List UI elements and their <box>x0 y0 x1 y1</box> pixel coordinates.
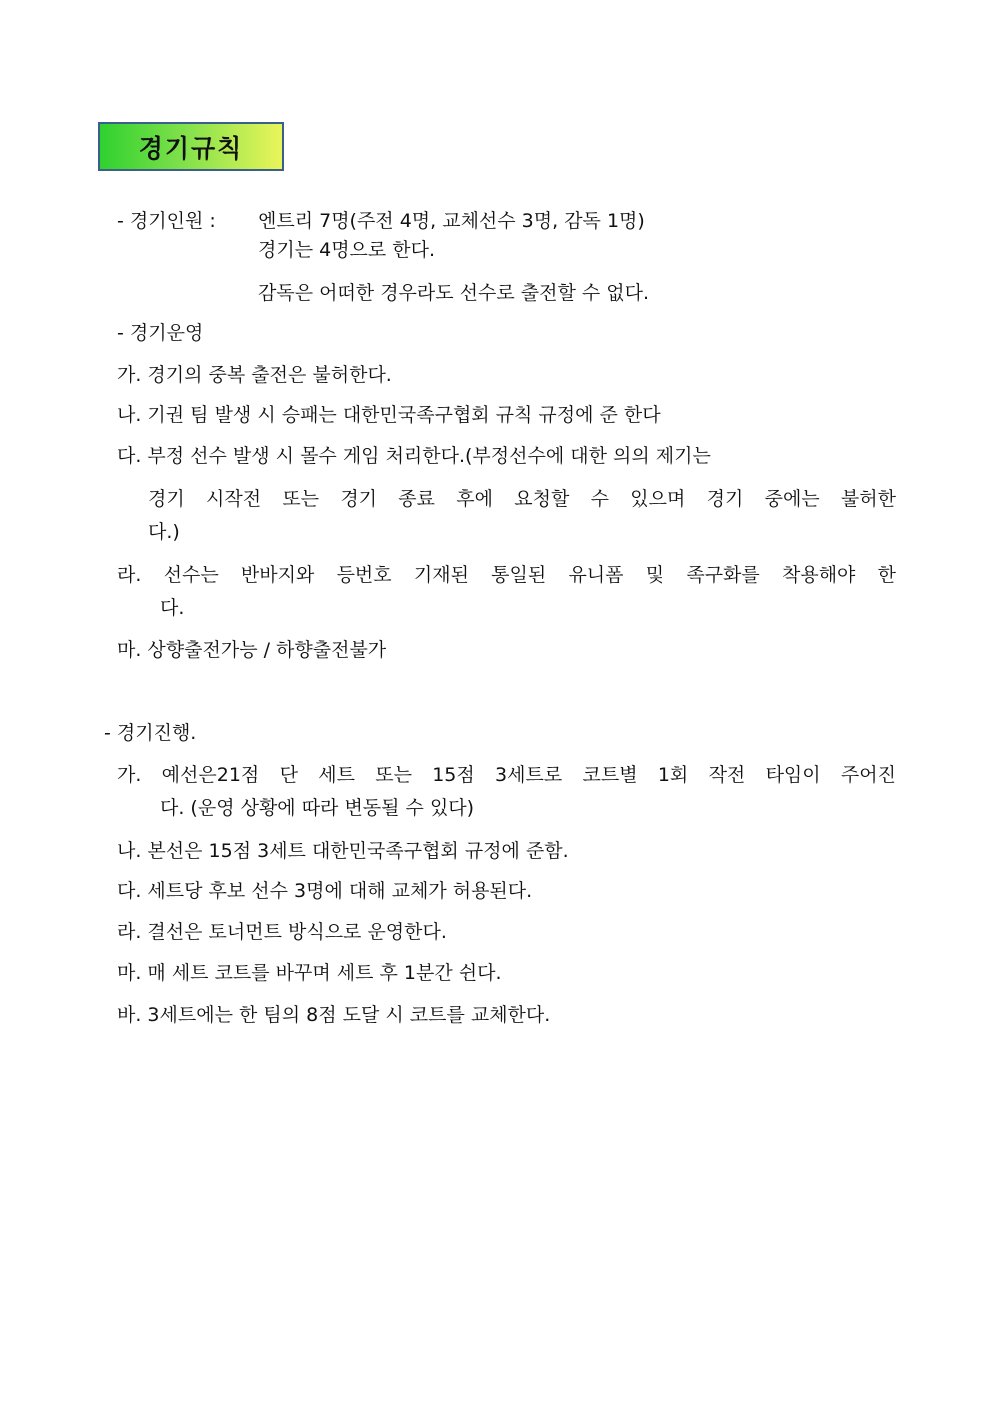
progress-item-3: 다. 세트당 후보 선수 3명에 대해 교체가 허용된다. <box>117 880 533 902</box>
roster-line-3: 감독은 어떠한 경우라도 선수로 출전할 수 없다. <box>258 282 650 304</box>
operation-item-5: 마. 상향출전가능 / 하향출전불가 <box>117 639 387 661</box>
progress-item-1: 가. 예선은21점 단 세트 또는 15점 3세트로 코트별 1회 작전 타임이 주어진 <box>117 764 896 786</box>
operation-item-1: 가. 경기의 중복 출전은 불허한다. <box>117 364 392 386</box>
operation-item-3-end: 다.) <box>148 521 180 543</box>
progress-item-1-cont: 다. (운영 상황에 따라 변동될 수 있다) <box>160 797 475 819</box>
progress-item-4: 라. 결선은 토너먼트 방식으로 운영한다. <box>117 921 447 943</box>
progress-item-2: 나. 본선은 15점 3세트 대한민국족구협회 규정에 준함. <box>117 840 569 862</box>
title-box <box>98 122 284 171</box>
operation-heading: - 경기운영 <box>117 322 204 344</box>
page-title: 경기규칙 <box>138 133 244 163</box>
progress-item-5: 마. 매 세트 코트를 바꾸며 세트 후 1분간 쉰다. <box>117 962 502 984</box>
operation-item-3: 다. 부정 선수 발생 시 몰수 게임 처리한다.(부정선수에 대한 의의 제기는 <box>117 445 711 467</box>
operation-item-4-cont: 다. <box>160 597 185 619</box>
roster-label: - 경기인원 : <box>117 210 216 232</box>
operation-item-3-cont: 경기 시작전 또는 경기 종료 후에 요청할 수 있으며 경기 중에는 불허한 <box>148 488 896 510</box>
progress-item-6: 바. 3세트에는 한 팀의 8점 도달 시 코트를 교체한다. <box>117 1004 551 1026</box>
operation-item-4: 라. 선수는 반바지와 등번호 기재된 통일된 유니폼 및 족구화를 착용해야 한 <box>117 564 896 586</box>
roster-value: 엔트리 7명(주전 4명, 교체선수 3명, 감독 1명) <box>258 210 645 232</box>
roster-line-2: 경기는 4명으로 한다. <box>258 239 436 261</box>
progress-heading: - 경기진행. <box>104 722 197 744</box>
operation-item-2: 나. 기권 팀 발생 시 승패는 대한민국족구협회 규칙 규정에 준 한다 <box>117 404 661 426</box>
